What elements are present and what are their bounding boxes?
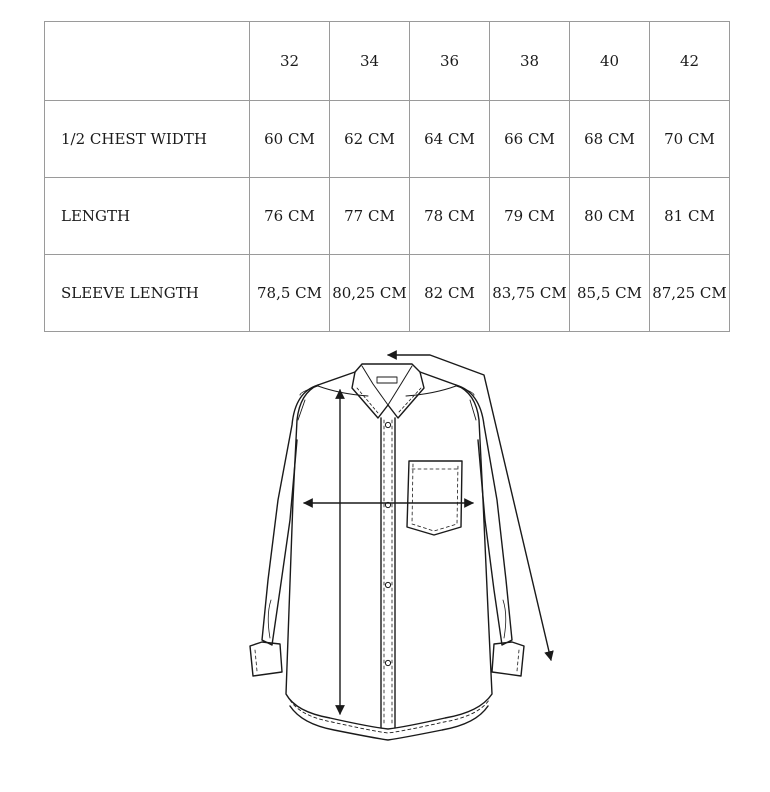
size-header-cell: 36	[410, 22, 490, 101]
hem-edge	[290, 706, 488, 740]
table-cell: 79 CM	[490, 178, 570, 255]
button-placket	[381, 418, 395, 728]
left-cuff	[250, 642, 282, 676]
button	[385, 422, 390, 427]
chest-pocket	[407, 461, 462, 535]
table-cell: 68 CM	[570, 101, 650, 178]
button	[385, 660, 390, 665]
table-cell: 70 CM	[650, 101, 730, 178]
size-header-cell: 40	[570, 22, 650, 101]
pocket-stitch	[412, 464, 458, 531]
table-cell: 83,75 CM	[490, 255, 570, 332]
table-cell: 78 CM	[410, 178, 490, 255]
table-row-chest-width	[45, 101, 730, 178]
shirt-body-outline	[286, 372, 492, 729]
collar-label	[377, 377, 397, 383]
table-cell: 77 CM	[330, 178, 410, 255]
row-label: LENGTH	[45, 178, 250, 255]
header-corner-cell	[45, 22, 250, 101]
size-chart-table	[44, 21, 730, 332]
left-sleeve-crease	[268, 600, 271, 638]
size-header-cell: 32	[250, 22, 330, 101]
table-cell: 85,5 CM	[570, 255, 650, 332]
collar-stand	[362, 366, 412, 405]
button	[385, 582, 390, 587]
size-header-cell: 38	[490, 22, 570, 101]
left-sleeve	[262, 385, 318, 645]
left-cuff-stitch	[255, 650, 257, 671]
row-label: SLEEVE LENGTH	[45, 255, 250, 332]
size-header-cell: 42	[650, 22, 730, 101]
placket-stitch	[384, 420, 392, 726]
right-cuff	[492, 642, 524, 676]
shirt-measurement-diagram	[0, 340, 770, 760]
table-cell: 81 CM	[650, 178, 730, 255]
table-cell: 82 CM	[410, 255, 490, 332]
table-cell: 76 CM	[250, 178, 330, 255]
yoke-seam	[318, 386, 456, 396]
right-sleeve-crease	[503, 600, 506, 638]
table-cell: 78,5 CM	[250, 255, 330, 332]
size-header-row	[45, 22, 730, 101]
right-cuff-stitch	[517, 650, 519, 671]
table-cell: 60 CM	[250, 101, 330, 178]
collar-stitch	[357, 388, 421, 413]
buttons	[385, 422, 390, 665]
table-cell: 64 CM	[410, 101, 490, 178]
table-cell: 87,25 CM	[650, 255, 730, 332]
size-header-cell: 34	[330, 22, 410, 101]
table-cell: 80,25 CM	[330, 255, 410, 332]
row-label: 1/2 CHEST WIDTH	[45, 101, 250, 178]
table-row-length	[45, 178, 730, 255]
table-row-sleeve-length	[45, 255, 730, 332]
table-cell: 62 CM	[330, 101, 410, 178]
table-cell: 80 CM	[570, 178, 650, 255]
shirt-drawing	[250, 364, 524, 740]
right-sleeve	[456, 385, 512, 645]
table-cell: 66 CM	[490, 101, 570, 178]
collar	[352, 364, 424, 418]
